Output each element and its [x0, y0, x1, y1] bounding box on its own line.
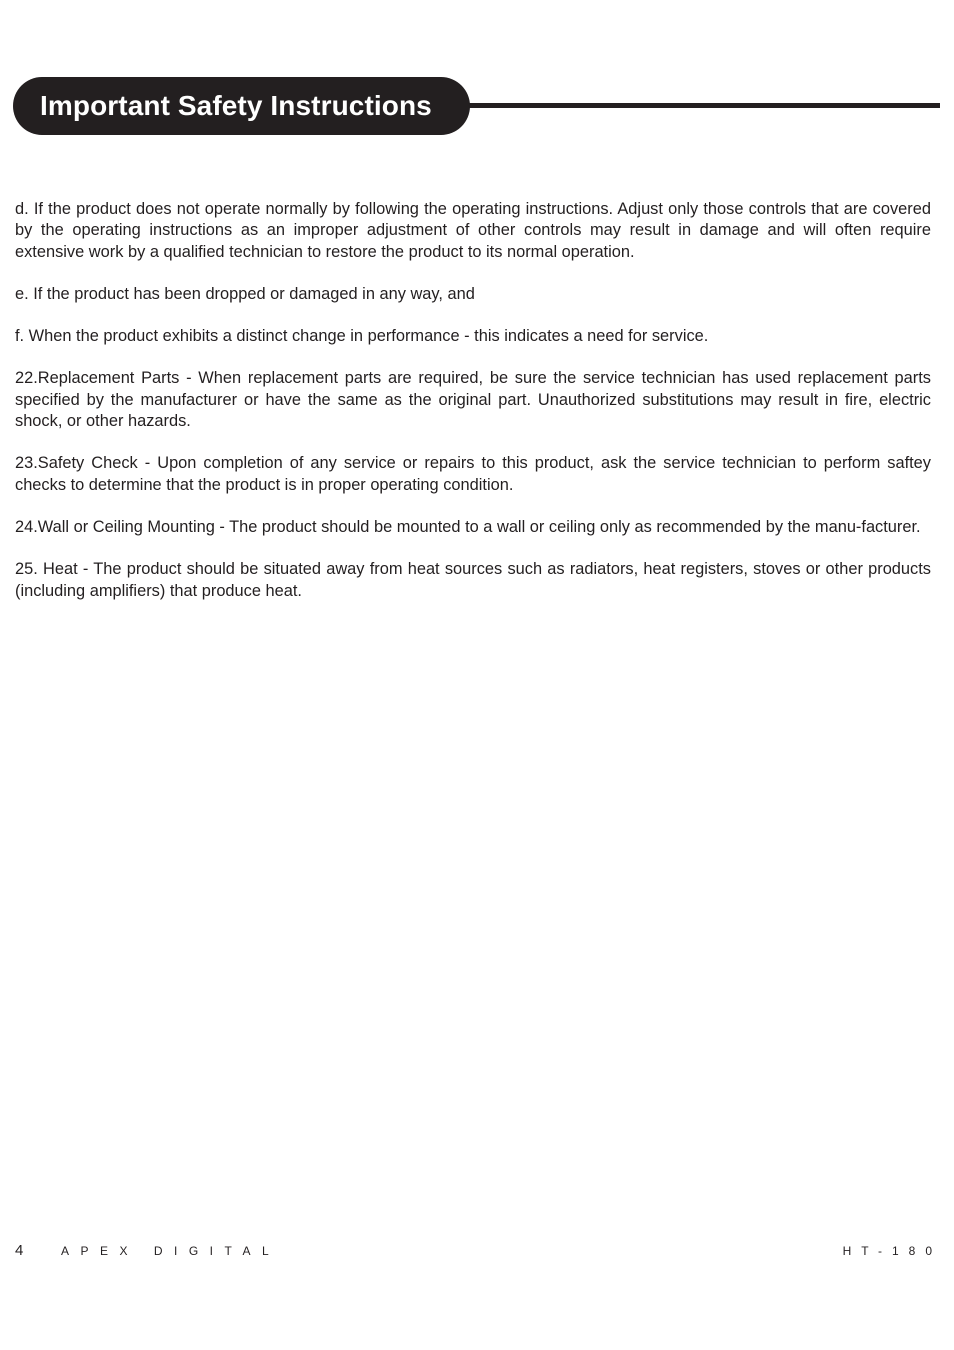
instruction-paragraph-25: 25. Heat - The product should be situated away from heat sources such as radiators, heat registers, stoves or other products (including amplifiers) that produce heat.: [15, 560, 931, 600]
instructions-body: [15, 199, 931, 623]
instruction-paragraph-23: 23.Safety Check - Upon completion of any service or repairs to this product, ask the service technician to perform saftey checks to determine that the product is in proper operating condition.: [15, 454, 931, 494]
instruction-paragraph-d: d. If the product does not operate normally by following the operating instructions. Adjust only those controls that are covered by the operating instructions as an improper adjustment of other controls may result in damage and will often require extensive work by a qualified technician to restore the product to its normal operation.: [15, 200, 931, 261]
section-header: [13, 77, 470, 135]
header-rule: [465, 103, 940, 108]
page-number: 4: [15, 1242, 24, 1259]
page-title: Important Safety Instructions: [40, 90, 432, 121]
instruction-paragraph-22: 22.Replacement Parts - When replacement parts are required, be sure the service technician has used replacement parts specified by the manufacturer or have the same as the original part. Unauthorized substitutions may result in fire, electric shock, or other hazards.: [15, 369, 931, 431]
brand-name: APEX DIGITAL: [61, 1244, 281, 1258]
instruction-paragraph-f: f. When the product exhibits a distinct change in performance - this indicates a need for service.: [15, 327, 709, 346]
instruction-paragraph-24: 24.Wall or Ceiling Mounting - The product should be mounted to a wall or ceiling only as recommended by the manu-facturer.: [15, 517, 921, 536]
model-number: HT-180: [842, 1244, 942, 1258]
footer-left: [15, 1242, 280, 1259]
instruction-paragraph-e: e. If the product has been dropped or damaged in any way, and: [15, 284, 475, 303]
